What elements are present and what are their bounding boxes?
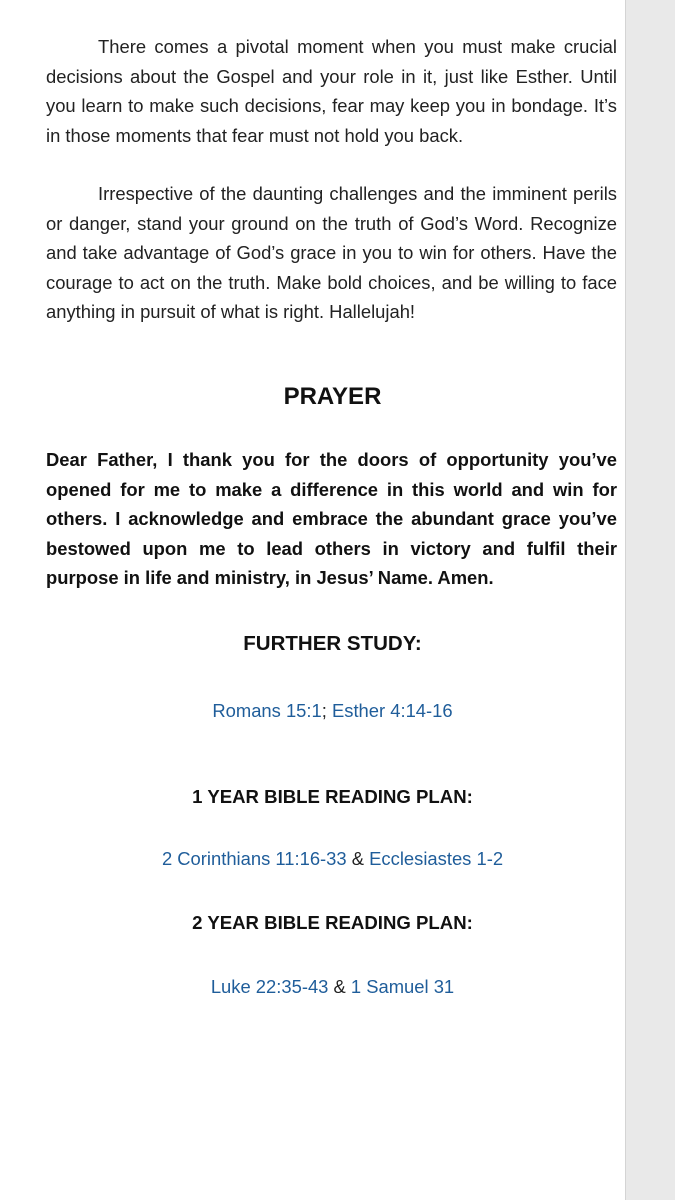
scripture-link-luke[interactable]: Luke 22:35-43 (210, 976, 329, 997)
paragraph-1-text: There comes a pivotal moment when you must make crucial decisions about the Gospel and your role in it, just like Esther. Until you learn to make such decisions, fear may keep you in bondage. It’s in those moments that fear must not hold you back. (46, 36, 617, 146)
scripture-link-esther[interactable]: Esther 4:14-16 (331, 700, 453, 721)
devotional-paragraph-1 (46, 32, 617, 150)
paragraph-2-text: Irrespective of the daunting challenges and the imminent perils or danger, stand your ground on the truth of God’s Word. Recognize and take advantage of God’s grace in you to win for others. Have the courage to act on the truth. Make bold choices, and be willing to face anything in pursuit of what is right. Hallelujah! (46, 183, 617, 322)
one-year-plan-references (0, 848, 665, 870)
scripture-link-2-corinthians[interactable]: 2 Corinthians 11:16-33 (161, 848, 347, 869)
reference-separator: & (328, 976, 351, 997)
further-study-references (0, 700, 665, 722)
prayer-heading: PRAYER (283, 383, 382, 410)
reference-separator: ; (321, 700, 332, 721)
scripture-link-romans[interactable]: Romans 15:1 (212, 700, 322, 721)
prayer-text: Dear Father, I thank you for the doors of opportunity you’ve opened for me to make a difference in this world and win for others. I acknowledge and embrace the abundant grace you’ve bestowed upon me to lead others in victory and fulfil their purpose in life and ministry, in Jesus’ Name. Amen. (46, 449, 617, 588)
two-year-plan-references (0, 976, 665, 998)
two-year-plan-heading: 2 YEAR BIBLE READING PLAN: (192, 912, 473, 933)
scroll-gutter[interactable] (625, 0, 675, 1200)
scripture-link-ecclesiastes[interactable]: Ecclesiastes 1-2 (369, 848, 504, 869)
one-year-plan-heading: 1 YEAR BIBLE READING PLAN: (192, 786, 473, 807)
further-study-heading: FURTHER STUDY: (243, 632, 422, 655)
devotional-paragraph-2 (46, 179, 617, 327)
reference-separator: & (346, 848, 370, 869)
scripture-link-1-samuel[interactable]: 1 Samuel 31 (350, 976, 455, 997)
